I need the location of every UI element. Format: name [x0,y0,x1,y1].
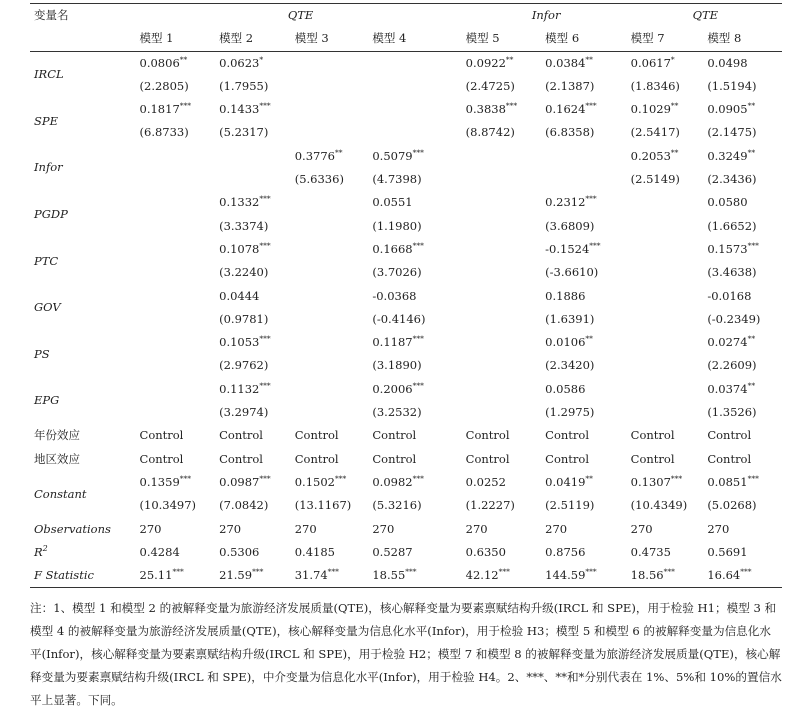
t-stat-cell: (5.2317) [219,125,269,140]
t-stat-cell: (1.1980) [372,218,422,233]
t-stat-cell: (2.1475) [707,125,757,140]
coefficient-cell [629,191,706,214]
stat-cell: 270 [630,521,653,536]
t-stat-cell: (13.1167) [294,498,352,513]
t-stat-cell: (3.7026) [372,265,422,280]
significance-stars: *** [252,567,264,577]
model-header: 模型 6 [545,31,580,46]
tstat-row [30,308,782,331]
significance-stars: *** [585,194,597,204]
t-stat-cell: (2.5417) [630,125,680,140]
variable-name: PGDP [34,207,68,222]
control-cell: Control [465,451,510,466]
stat-name: $R^2$ [34,544,48,559]
significance-stars: ** [334,147,343,157]
coefficient-cell [464,331,544,354]
coefficient-cell [293,52,371,75]
t-stat-cell [370,75,463,98]
stat-cell: 270 [707,521,730,536]
significance-stars: *** [747,241,759,251]
t-stat-cell [629,261,706,284]
coefficient-cell [629,331,706,354]
stat-cell: 31.74*** [294,567,339,583]
t-stat-cell: (2.3420) [545,358,595,373]
bottom-rule [30,588,782,589]
t-stat-cell: (2.5149) [630,172,680,187]
coef-row [30,52,782,75]
significance-stars: *** [589,241,601,251]
coefficient-cell: 0.1029** [630,101,679,117]
significance-stars: *** [259,101,271,111]
significance-stars: ** [585,334,593,344]
t-stat-cell [293,215,371,238]
significance-stars: *** [172,567,184,577]
significance-stars: ** [179,54,188,64]
t-stat-cell [293,75,371,98]
coefficient-cell: 0.2312*** [545,194,597,210]
coefficient-cell: 0.1668*** [372,241,424,256]
t-stat-cell: (5.3216) [372,498,422,513]
t-stat-cell: (2.5119) [545,498,595,513]
coefficient-cell: -0.0368 [372,288,417,303]
t-stat-cell: (1.7955) [219,78,269,93]
t-stat-cell: (5.0268) [707,498,757,513]
coefficient-cell: 0.0987*** [219,474,271,489]
coefficient-cell [293,238,371,261]
coefficient-cell: 0.0623* [219,54,264,70]
variable-name: IRCL [34,67,64,82]
tstat-row [30,168,782,191]
t-stat-cell [293,308,371,331]
coefficient-cell: 0.0982*** [372,474,424,489]
t-stat-cell: (3.6809) [545,218,595,233]
tstat-row [30,215,782,238]
t-stat-cell [138,308,218,331]
significance-stars: *** [259,334,271,344]
regression-table [30,3,782,588]
coefficient-cell [293,285,371,308]
model-header: 模型 5 [465,31,500,46]
significance-stars: *** [327,567,339,577]
control-cell: Control [545,451,590,466]
significance-stars: *** [412,380,424,390]
superscript: 2 [42,544,48,553]
t-stat-cell: (1.2975) [545,405,595,420]
t-stat-cell [138,261,218,284]
variable-name: GOV [34,300,61,315]
coefficient-cell: 0.3776** [294,147,343,163]
t-stat-cell: (10.4349) [630,498,688,513]
stat-cell: 16.64*** [707,567,752,583]
control-cell: Control [545,428,590,443]
stat-cell: 18.55*** [372,567,417,583]
stat-cell: 25.11*** [139,567,184,583]
coefficient-cell: 0.1817*** [139,101,192,117]
stat-cell: 270 [294,521,317,536]
stat-cell: 0.4284 [139,544,180,559]
stat-cell: 21.59*** [219,567,264,583]
coefficient-cell: 0.1187*** [372,334,424,350]
t-stat-cell: (3.1890) [372,358,422,373]
coefficient-cell: 0.1502*** [294,474,347,489]
t-stat-cell: (5.6336) [294,172,344,187]
t-stat-cell: (4.7398) [372,172,422,187]
t-stat-cell [138,401,218,424]
t-stat-cell: (2.4725) [465,78,515,93]
coefficient-cell: 0.0419** [545,474,593,489]
coefficient-cell: 0.0384** [545,54,593,70]
coefficient-cell [138,331,218,354]
coefficient-cell [293,378,371,401]
model-header: 模型 3 [294,31,329,46]
variable-name: SPE [34,113,59,128]
coefficient-cell: 0.0274** [707,334,756,350]
coefficient-cell [464,191,544,214]
significance-stars: *** [585,567,597,577]
t-stat-cell: (1.6391) [545,311,595,326]
significance-stars: *** [259,474,271,484]
stat-cell: 0.5306 [219,544,260,559]
stat-cell: 270 [372,521,395,536]
t-stat-cell [464,215,544,238]
t-stat-cell [629,354,706,377]
coefficient-cell: 0.1886 [545,288,586,303]
t-stat-cell: (8.8742) [465,125,515,140]
coef-row [30,98,782,121]
t-stat-cell [543,168,628,191]
coefficient-cell [543,145,628,168]
variable-name: EPG [34,393,60,408]
stat-cell: 270 [219,521,242,536]
coefficient-cell: 0.0498 [707,55,748,70]
tstat-row [30,261,782,284]
model-header: 模型 7 [630,31,665,46]
coefficient-cell: 0.0905** [707,101,756,117]
stat-cell: 0.4185 [294,544,335,559]
significance-stars: *** [670,474,683,484]
t-stat-cell: (6.8358) [545,125,595,140]
significance-stars: * [670,54,675,64]
coefficient-cell [138,285,218,308]
coef-row [30,285,782,308]
coefficient-cell [464,378,544,401]
group-header: QTE [692,8,719,22]
coefficient-cell: 0.0252 [465,474,506,489]
t-stat-cell [293,401,371,424]
t-stat-cell [138,354,218,377]
t-stat-cell: (1.5194) [707,78,757,93]
coefficient-cell: 0.0586 [545,381,586,396]
t-stat-cell: (0.9781) [219,311,269,326]
coefficient-cell: 0.1573*** [707,241,759,256]
significance-stars: *** [585,101,597,111]
significance-stars: *** [259,194,271,204]
control-row [30,448,782,471]
t-stat-cell: (3.2240) [219,265,269,280]
significance-stars: *** [412,147,424,157]
t-stat-cell [293,261,371,284]
t-stat-cell: (3.2974) [219,405,269,420]
stat-cell: 0.4735 [630,544,671,559]
significance-stars: *** [179,474,192,484]
coefficient-cell: 0.3249** [707,147,756,163]
t-stat-cell: (-3.6610) [545,265,599,280]
t-stat-cell [370,121,463,144]
t-stat-cell [138,215,218,238]
coefficient-cell [138,238,218,261]
t-stat-cell [217,168,293,191]
significance-stars: *** [412,241,424,251]
coefficient-cell: 0.1624*** [545,101,597,117]
control-cell: Control [630,428,675,443]
significance-stars: ** [585,474,593,484]
t-stat-cell [464,168,544,191]
significance-stars: ** [747,380,756,390]
t-stat-cell: (-0.2349) [707,311,761,326]
t-stat-cell [464,354,544,377]
significance-stars: *** [663,567,675,577]
variable-name: Constant [34,486,87,501]
variable-name: PS [34,346,50,361]
control-cell: Control [707,428,752,443]
significance-stars: *** [740,567,752,577]
model-header: 模型 2 [219,31,254,46]
header-group-row [30,4,782,27]
t-stat-cell [464,308,544,331]
t-stat-cell: (10.3497) [139,498,197,513]
significance-stars: ** [747,334,756,344]
coefficient-cell: 0.1053*** [219,334,271,350]
coefficient-cell: 0.0922** [465,54,514,70]
stat-cell: 0.8756 [545,544,586,559]
coefficient-cell: 0.0106** [545,334,593,350]
stat-row [30,541,782,564]
coef-row [30,471,782,494]
t-stat-cell: (-0.4146) [372,311,426,326]
group-header: QTE [287,8,314,22]
coefficient-cell [138,191,218,214]
coefficient-cell [293,191,371,214]
significance-stars: *** [334,474,347,484]
significance-stars: *** [505,101,518,111]
coefficient-cell [464,285,544,308]
coefficient-cell [629,238,706,261]
significance-stars: *** [259,380,271,390]
control-cell: Control [139,428,184,443]
control-cell: Control [139,451,184,466]
t-stat-cell: (3.4638) [707,265,757,280]
tstat-row [30,401,782,424]
coefficient-cell: 0.0617* [630,54,675,70]
coefficient-cell: 0.0806** [139,54,188,70]
control-cell: Control [372,428,417,443]
t-stat-cell: (1.8346) [630,78,680,93]
coefficient-cell [464,145,544,168]
coefficient-cell: 0.0580 [707,195,748,210]
significance-stars: ** [505,54,514,64]
tstat-row [30,354,782,377]
table-note: 注：1、模型 1 和模型 2 的被解释变量为旅游经济发展质量(QTE)，核心解释变量为要素禀赋结构升级(IRCL 和 SPE)，用于检验 H1；模型 3 和模型 4 的被解释变量为旅游经济发展质量(QTE)，核心解释变量为信息化水平(Infor)，用于检验 H3；模型 5 和模型 6 的被解释变量为信息化水平(Infor)，核心解释变量为要素禀赋结构升级(IRCL 和 SPE)，用于检验 H2；模型 7 和模型 8 的被解释变量为旅游经济发展质量(QTE)，核心解释变量为要素禀赋结构升级(IRCL 和 SPE)，中介变量为信息化水平(Infor)，用于检验 H4。2、***、**和*分别代表在 1%、5%和 10%的置信水平上显著。下同。 [30,601,782,707]
coefficient-cell [138,145,218,168]
variable-name: Infor [34,160,63,175]
significance-stars: ** [670,147,679,157]
model-header: 模型 8 [707,31,742,46]
coefficient-cell: 0.5079*** [372,147,424,163]
significance-stars: *** [412,474,424,484]
t-stat-cell [464,261,544,284]
t-stat-cell [293,354,371,377]
coefficient-cell [138,378,218,401]
control-cell: Control [372,451,417,466]
significance-stars: ** [747,101,756,111]
coefficient-cell [293,331,371,354]
t-stat-cell: (6.8733) [139,125,189,140]
significance-stars: *** [412,334,424,344]
stat-cell: 270 [545,521,568,536]
coef-row [30,191,782,214]
t-stat-cell: (1.3526) [707,405,757,420]
t-stat-cell [293,121,371,144]
stat-cell: 0.5287 [372,544,413,559]
stat-cell: 270 [465,521,488,536]
coef-row [30,145,782,168]
coefficient-cell: 0.1132*** [219,380,271,396]
stat-cell: 0.5691 [707,544,748,559]
coefficient-cell [370,52,463,75]
stat-name: Observations [34,521,111,536]
coefficient-cell [464,238,544,261]
control-cell: Control [294,451,339,466]
model-header: 模型 1 [139,31,174,46]
control-cell: Control [465,428,510,443]
t-stat-cell [138,168,218,191]
coefficient-cell: 0.2053** [630,147,679,163]
var-name-header: 变量名 [34,8,69,22]
significance-stars: *** [747,474,759,484]
coefficient-cell: 0.1078*** [219,241,271,256]
coefficient-cell: -0.1524*** [545,241,601,256]
stat-cell: 0.6350 [465,544,506,559]
coefficient-cell: 0.0551 [372,195,413,210]
coefficient-cell: 0.2006*** [372,380,424,396]
coefficient-cell [370,98,463,121]
control-cell: Control [630,451,675,466]
significance-stars: *** [259,241,271,251]
coefficient-cell: 0.0444 [219,288,260,303]
coefficient-cell: 0.1359*** [139,474,192,489]
control-cell: Control [219,428,263,443]
stat-cell: 270 [139,521,162,536]
t-stat-cell: (2.2609) [707,358,757,373]
significance-stars: ** [747,147,756,157]
tstat-row [30,121,782,144]
coefficient-cell: 0.1433*** [219,101,271,117]
significance-stars: * [259,54,264,64]
t-stat-cell: (2.2805) [139,78,189,93]
control-cell: Control [219,451,263,466]
tstat-row [30,75,782,98]
group-header: Infor [531,8,561,22]
coefficient-cell [629,285,706,308]
significance-stars: *** [498,567,510,577]
tstat-row [30,494,782,517]
t-stat-cell: (1.2227) [465,498,515,513]
t-stat-cell [629,308,706,331]
t-stat-cell: (2.3436) [707,172,757,187]
t-stat-cell: (1.6652) [707,218,757,233]
t-stat-cell [464,401,544,424]
coefficient-cell: 0.0374** [707,380,756,396]
coefficient-cell [293,98,371,121]
control-name: 地区效应 [34,451,80,466]
t-stat-cell [629,215,706,238]
t-stat-cell [629,401,706,424]
t-stat-cell: (7.0842) [219,498,269,513]
control-cell: Control [294,428,339,443]
coefficient-cell: 0.1332*** [219,194,271,210]
significance-stars: *** [179,101,192,111]
stat-cell: 144.59*** [545,567,597,583]
coefficient-cell [217,145,293,168]
coefficient-cell: 0.3838*** [465,101,518,117]
stat-row [30,518,782,541]
stat-name: F Statistic [34,568,94,583]
control-name: 年份效应 [34,428,80,443]
coefficient-cell: -0.0168 [707,288,752,303]
coefficient-cell [629,378,706,401]
control-row [30,424,782,447]
t-stat-cell: (3.3374) [219,218,269,233]
model-header: 模型 4 [372,31,407,46]
significance-stars: ** [670,101,679,111]
coef-row [30,238,782,261]
significance-stars: ** [585,54,593,64]
control-cell: Control [707,451,752,466]
stat-cell: 42.12*** [465,567,510,583]
coefficient-cell: 0.1307*** [630,474,683,489]
t-stat-cell: (2.1387) [545,78,595,93]
stat-cell: 18.56*** [630,567,675,583]
significance-stars: *** [405,567,417,577]
coefficient-cell: 0.0851*** [707,474,759,489]
stat-row [30,564,782,588]
t-stat-cell: (2.9762) [219,358,269,373]
header-model-row [30,27,782,51]
coef-row [30,378,782,401]
t-stat-cell: (3.2532) [372,405,422,420]
variable-name: PTC [34,253,59,268]
coef-row [30,331,782,354]
